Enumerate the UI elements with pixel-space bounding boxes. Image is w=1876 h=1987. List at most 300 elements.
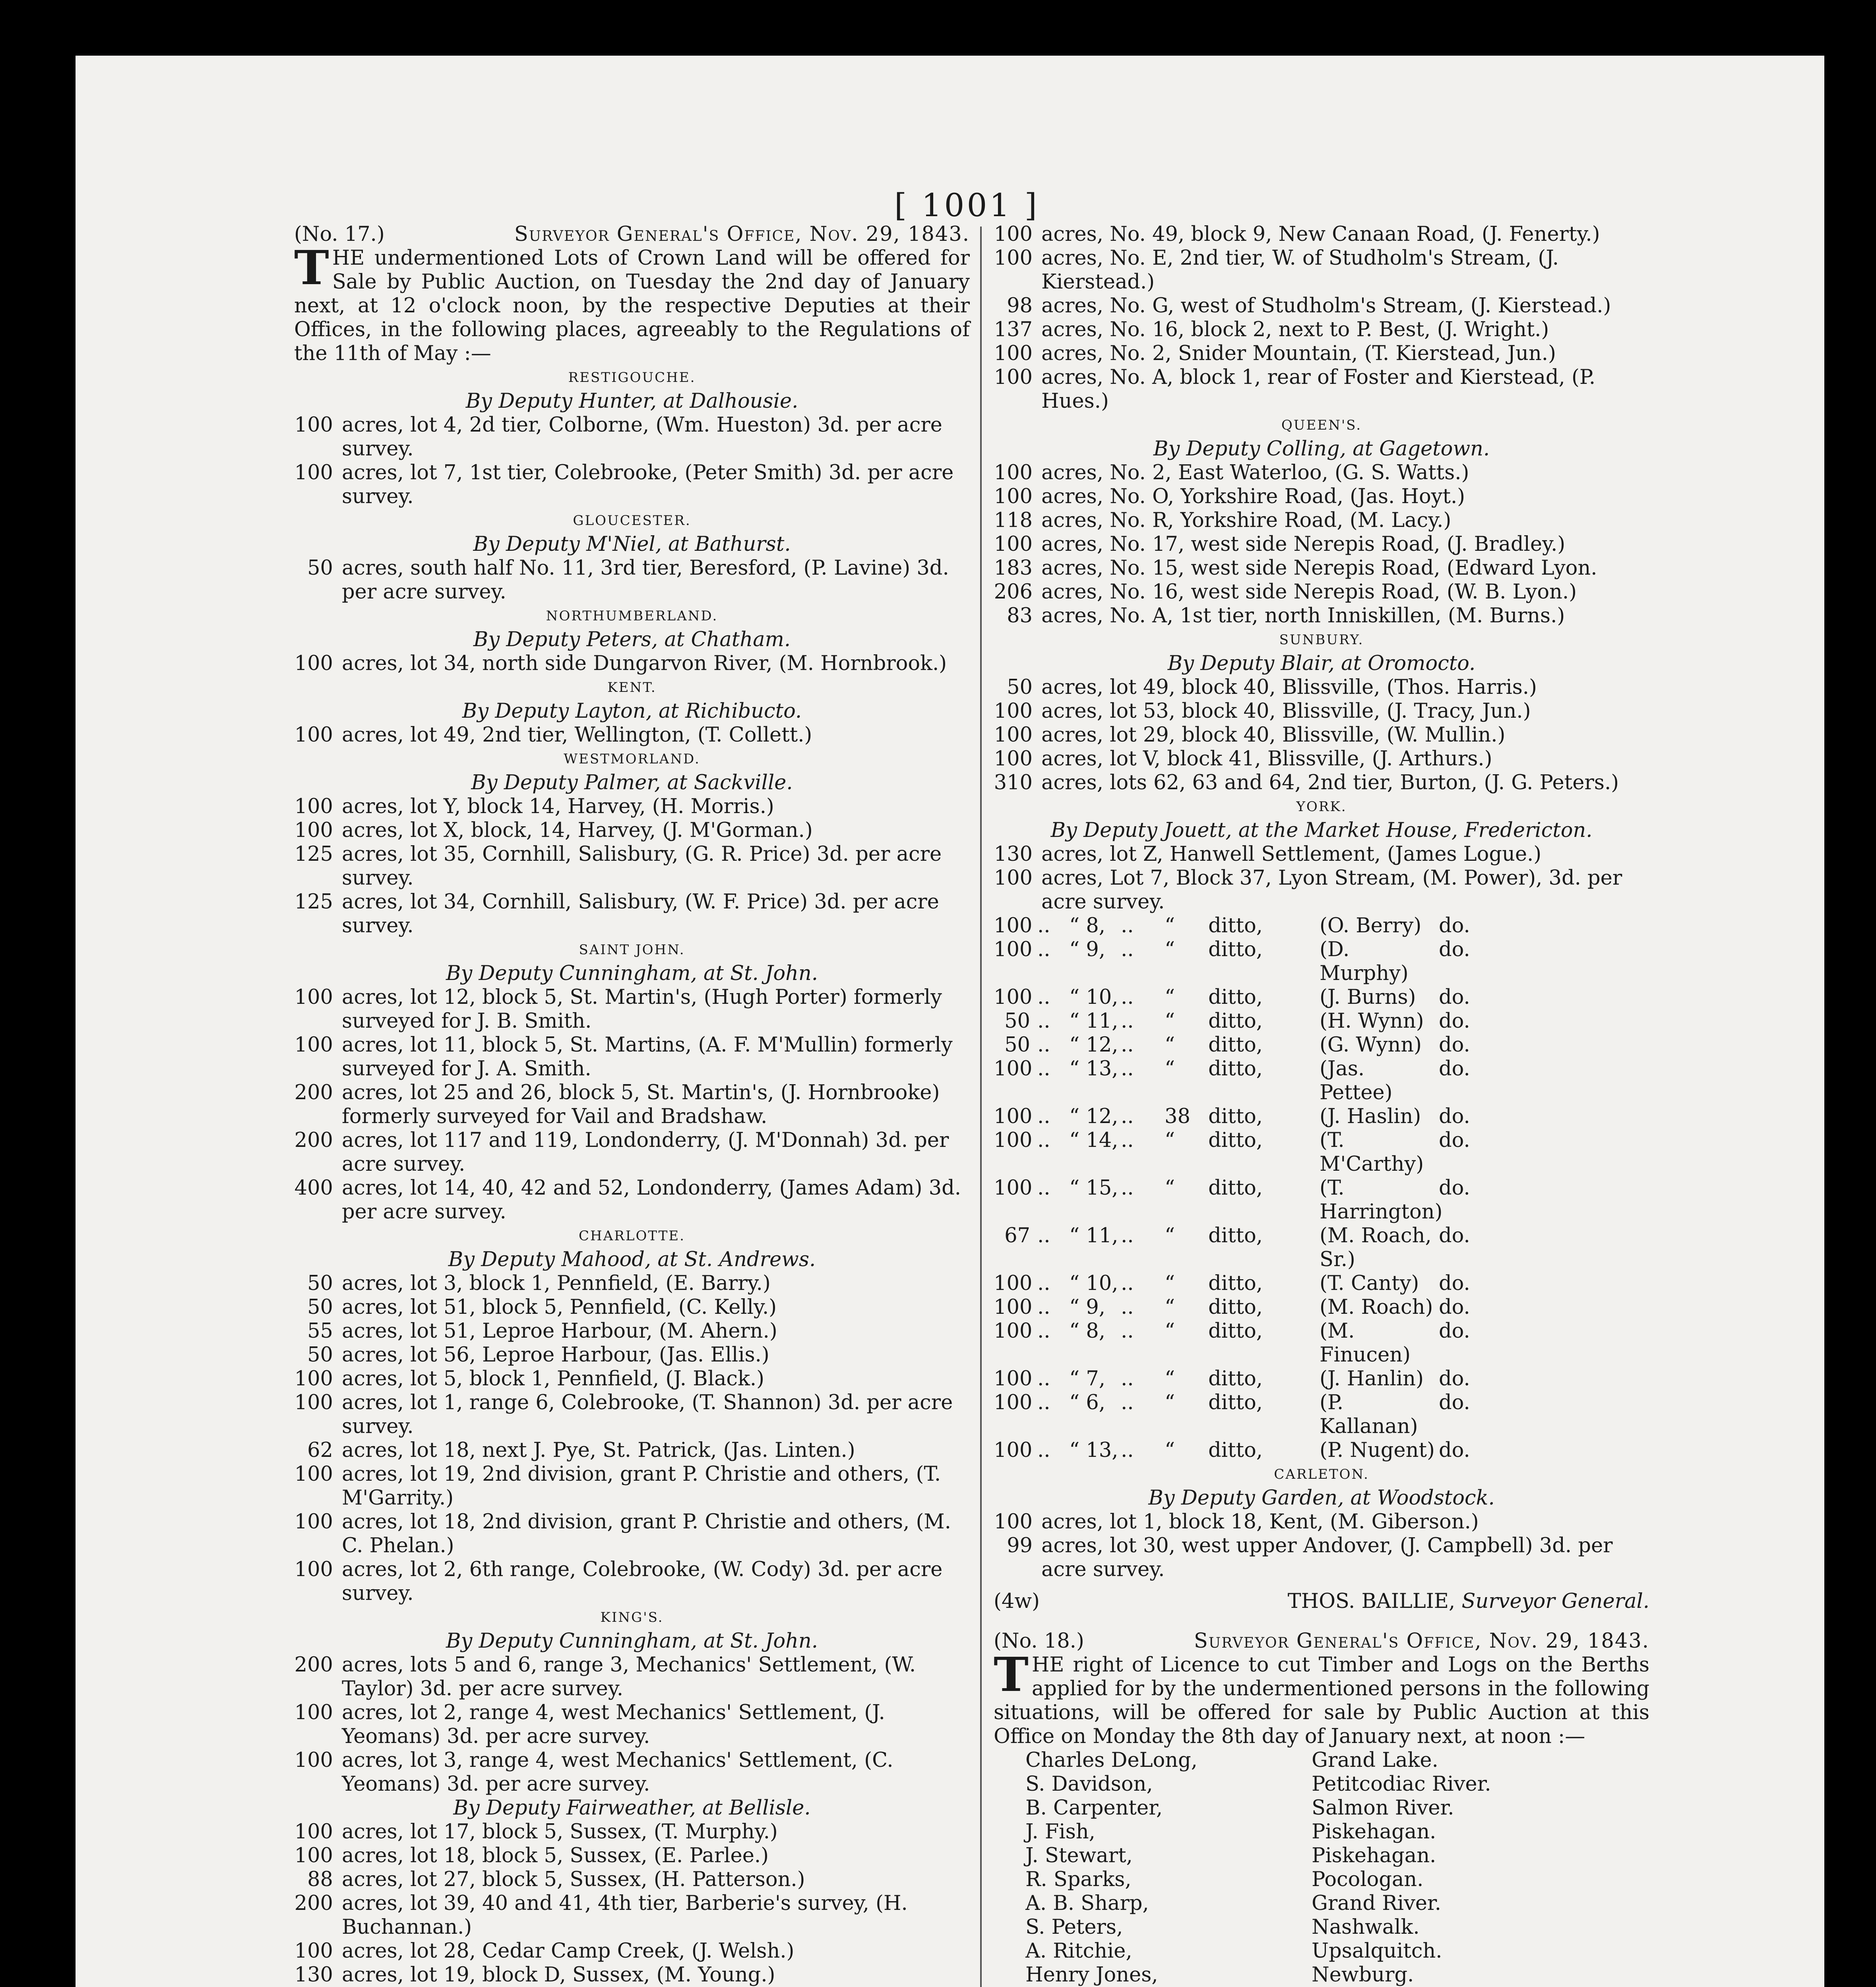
york-cell: 100 <box>994 1057 1033 1081</box>
lot-description: acres, No. A, block 1, rear of Foster and Kierstead, (P. Hues.) <box>1041 366 1596 413</box>
deputy-line: By Deputy Peters, at Chatham. <box>473 628 791 651</box>
york-cell: “ 6, <box>1069 1391 1105 1414</box>
lot-description: acres, lot 30, west upper Andover, (J. Campbell) 3d. per acre survey. <box>1041 1534 1613 1581</box>
lot-description: acres, lot 1, range 6, Colebrooke, (T. Shannon) 3d. per acre survey. <box>342 1391 953 1438</box>
deputy-line: By Deputy Mahood, at St. Andrews. <box>448 1248 816 1271</box>
notice-18-heading <box>994 1629 1649 1653</box>
york-cell: “ <box>1165 1391 1175 1414</box>
lot-acres: 88 <box>307 1868 333 1891</box>
york-cell: .. <box>1037 1367 1050 1391</box>
york-cell: “ 8, <box>1069 1319 1105 1343</box>
licence-spacer <box>994 1844 1025 1868</box>
york-cell: “ 12, <box>1069 1105 1118 1128</box>
lot-description: acres, lot 18, next J. Pye, St. Patrick, (Jas. Linten.) <box>342 1439 855 1462</box>
county-section <box>294 366 970 509</box>
county-heading: KING'S. <box>600 1609 664 1625</box>
county-section <box>994 413 1649 628</box>
county-section <box>294 1224 970 1605</box>
signature-title: Surveyor General. <box>1461 1590 1649 1613</box>
york-cell: .. <box>1037 1105 1050 1128</box>
lot-acres: 100 <box>994 533 1033 556</box>
york-cell: ditto, <box>1208 1105 1263 1128</box>
york-row <box>994 1057 1649 1105</box>
york-cell: 100 <box>994 914 1033 937</box>
lot-entry <box>294 556 970 604</box>
lot-entry <box>294 1939 970 1963</box>
lot-acres: 100 <box>994 1510 1033 1534</box>
licence-applicant: R. Sparks, <box>1025 1868 1132 1891</box>
york-cell: .. <box>1121 986 1134 1009</box>
lot-entry <box>994 509 1649 533</box>
lot-acres: 100 <box>294 723 333 747</box>
county-section <box>294 1796 970 1987</box>
lot-entry <box>294 842 970 890</box>
lot-acres: 83 <box>1007 604 1033 627</box>
county-section <box>294 509 970 604</box>
york-cell: “ <box>1165 914 1175 937</box>
york-cell: .. <box>1121 1272 1134 1295</box>
york-cell: “ 9, <box>1069 938 1105 961</box>
lot-entry <box>294 1462 970 1510</box>
lot-entry <box>994 699 1649 723</box>
lot-description: acres, No. 16, block 2, next to P. Best, (J. Wright.) <box>1041 318 1549 341</box>
right-sections <box>994 413 1649 914</box>
county-heading: WESTMORLAND. <box>564 751 700 767</box>
lot-acres: 100 <box>294 1462 333 1486</box>
york-cell: .. <box>1037 1391 1050 1414</box>
york-cell: ditto, <box>1208 1439 1263 1462</box>
lot-acres: 50 <box>307 1343 333 1367</box>
lot-entry <box>994 1510 1649 1534</box>
notice-17-office: Surveyor General's Office, Nov. 29, 1843. <box>514 223 970 246</box>
york-cell: .. <box>1121 1105 1134 1128</box>
deputy-line: By Deputy Layton, at Richibucto. <box>462 699 802 723</box>
york-cell: 100 <box>994 1176 1033 1200</box>
lot-entry <box>294 1296 970 1319</box>
lot-entry <box>994 461 1649 485</box>
york-cell: do. <box>1439 1319 1470 1343</box>
york-cell: “ 15, <box>1069 1176 1118 1200</box>
licence-applicant: B. Carpenter, <box>1025 1796 1163 1820</box>
lot-description: acres, lot 19, block D, Sussex, (M. Young.) <box>342 1963 775 1987</box>
lot-description: acres, lot 117 and 119, Londonderry, (J. M'Donnah) 3d. per acre survey. <box>342 1129 949 1176</box>
lot-acres: 100 <box>294 652 333 675</box>
york-cell: “ <box>1165 1009 1175 1033</box>
lot-description: acres, lot Y, block 14, Harvey, (H. Morris.) <box>342 795 774 818</box>
lot-acres: 100 <box>994 699 1033 723</box>
county-section <box>994 1462 1649 1582</box>
lot-description: acres, lot 11, block 5, St. Martins, (A. F. M'Mullin) formerly surveyed for J. A. Smith. <box>342 1033 953 1081</box>
licence-row <box>994 1963 1649 1987</box>
lot-description: acres, lot X, block, 14, Harvey, (J. M'Gorman.) <box>342 819 813 842</box>
york-cell: ditto, <box>1208 1224 1263 1247</box>
york-cell: ditto, <box>1208 1176 1263 1200</box>
lot-description: acres, lot V, block 41, Blissville, (J. Arthurs.) <box>1041 747 1492 771</box>
lot-description: acres, lot 7, 1st tier, Colebrooke, (Peter Smith) 3d. per acre survey. <box>342 461 954 508</box>
lot-acres: 100 <box>294 1033 333 1057</box>
york-cell: (J. Haslin) <box>1320 1105 1421 1128</box>
county-section <box>294 938 970 1224</box>
county-section <box>294 747 970 938</box>
lot-acres: 200 <box>294 1653 333 1677</box>
lot-description: acres, No. 2, Snider Mountain, (T. Kierstead, Jun.) <box>1041 342 1556 365</box>
lot-entry <box>994 676 1649 699</box>
york-row <box>994 1105 1649 1129</box>
york-cell: 100 <box>994 986 1033 1009</box>
lot-description: acres, Lot 7, Block 37, Lyon Stream, (M. Power), 3d. per acre survey. <box>1041 866 1622 914</box>
york-cell: (P. Kallanan) <box>1320 1391 1418 1438</box>
lot-description: acres, lot 18, 2nd division, grant P. Christie and others, (M. C. Phelan.) <box>342 1510 951 1557</box>
county-heading: KENT. <box>607 680 657 695</box>
lot-entry <box>294 1176 970 1224</box>
lot-entry <box>294 1749 970 1796</box>
york-cell: ditto, <box>1208 1009 1263 1033</box>
york-cell: .. <box>1037 1129 1050 1152</box>
york-cell: “ 10, <box>1069 1272 1118 1295</box>
county-heading: QUEEN'S. <box>1281 417 1362 433</box>
york-cell: 100 <box>994 1391 1033 1414</box>
york-cell: “ 8, <box>1069 914 1105 937</box>
york-cell: .. <box>1037 1033 1050 1057</box>
york-cell: .. <box>1037 1272 1050 1295</box>
licence-applicant: J. Stewart, <box>1025 1844 1133 1867</box>
york-cell: (M. Finucen) <box>1320 1319 1411 1367</box>
lot-description: acres, lot 49, block 40, Blissville, (Thos. Harris.) <box>1041 676 1537 699</box>
york-row <box>994 1439 1649 1462</box>
york-cell: “ <box>1165 1224 1175 1247</box>
lot-entry <box>294 1963 970 1987</box>
york-cell: ditto, <box>1208 938 1263 961</box>
lot-entry <box>294 986 970 1033</box>
lot-entry <box>294 1510 970 1558</box>
lot-description: acres, No. 49, block 9, New Canaan Road, (J. Fenerty.) <box>1041 223 1600 246</box>
signature-name: THOS. BAILLIE, <box>1287 1590 1455 1613</box>
york-cell: “ 13, <box>1069 1057 1118 1081</box>
notice-18-intro <box>994 1647 1649 1749</box>
york-cell: .. <box>1121 1129 1134 1152</box>
notice-17-number: (No. 17.) <box>294 223 385 246</box>
notice-18-office: Surveyor General's Office, Nov. 29, 1843. <box>1194 1629 1649 1653</box>
licence-spacer <box>994 1939 1025 1963</box>
lot-description: acres, lot 3, range 4, west Mechanics' Settlement, (C. Yeomans) 3d. per acre survey. <box>342 1749 893 1796</box>
lot-entry <box>994 580 1649 604</box>
york-cell: .. <box>1121 1224 1134 1247</box>
notice-18-number: (No. 18.) <box>994 1629 1084 1653</box>
licence-applicant: Henry Jones, <box>1025 1963 1158 1987</box>
lot-entry <box>294 1653 970 1701</box>
york-cell: do. <box>1439 1009 1470 1033</box>
licence-applicant: J. Fish, <box>1025 1820 1095 1844</box>
york-cell: .. <box>1121 1033 1134 1057</box>
york-cell: 100 <box>994 1105 1033 1128</box>
county-heading: CARLETON. <box>1274 1466 1369 1482</box>
york-cell: (D. Murphy) <box>1320 938 1409 985</box>
lot-entry <box>994 1534 1649 1582</box>
licence-row <box>994 1749 1649 1772</box>
york-cell: .. <box>1037 1009 1050 1033</box>
lot-acres: 100 <box>994 485 1033 508</box>
york-cell: “ <box>1165 1367 1175 1391</box>
lot-acres: 100 <box>294 819 333 842</box>
licence-location: Grand Lake. <box>1312 1749 1438 1772</box>
york-cell: .. <box>1037 986 1050 1009</box>
york-cell: “ 11, <box>1069 1224 1118 1247</box>
deputy-line: By Deputy Jouett, at the Market House, Fredericton. <box>1050 819 1593 842</box>
york-cell: ditto, <box>1208 1272 1263 1295</box>
york-cell: .. <box>1121 1176 1134 1200</box>
lot-description: acres, lot 5, block 1, Pennfield, (J. Black.) <box>342 1367 764 1391</box>
lot-description: acres, lot 35, Cornhill, Salisbury, (G. R. Price) 3d. per acre survey. <box>342 842 942 890</box>
york-cell: do. <box>1439 1224 1470 1247</box>
lot-entry <box>994 723 1649 747</box>
licence-location: Petitcodiac River. <box>1312 1772 1491 1796</box>
lot-acres: 100 <box>994 866 1033 890</box>
york-row <box>994 1319 1649 1367</box>
york-cell: (T. Canty) <box>1320 1272 1419 1295</box>
york-cell: “ 9, <box>1069 1296 1105 1319</box>
lot-entry <box>994 866 1649 914</box>
licence-location: Piskehagan. <box>1312 1844 1436 1867</box>
licence-spacer <box>994 1915 1025 1939</box>
lot-description: acres, lot 53, block 40, Blissville, (J. Tracy, Jun.) <box>1041 699 1531 723</box>
licence-spacer <box>994 1963 1025 1987</box>
york-cell: “ 14, <box>1069 1129 1118 1152</box>
york-row <box>994 1367 1649 1391</box>
york-cell: .. <box>1037 1296 1050 1319</box>
county-section <box>294 604 970 676</box>
lot-description: acres, lot 34, Cornhill, Salisbury, (W. F. Price) 3d. per acre survey. <box>342 890 939 937</box>
york-cell: “ <box>1165 1129 1175 1152</box>
york-cell: .. <box>1037 1319 1050 1343</box>
york-cell: do. <box>1439 1176 1470 1200</box>
lot-description: acres, No. 16, west side Nerepis Road, (W. B. Lyon.) <box>1041 580 1577 604</box>
lot-acres: 130 <box>994 842 1033 866</box>
lot-description: acres, lot 18, block 5, Sussex, (E. Parlee.) <box>342 1844 769 1867</box>
york-cell: .. <box>1037 1176 1050 1200</box>
york-cell: do. <box>1439 1272 1470 1295</box>
lot-entry <box>294 1033 970 1081</box>
lot-description: acres, lot 17, block 5, Sussex, (T. Murphy.) <box>342 1820 778 1844</box>
york-row <box>994 1296 1649 1319</box>
licence-spacer <box>994 1868 1025 1892</box>
york-cell: (M. Roach) <box>1320 1296 1433 1319</box>
york-cell: “ 7, <box>1069 1367 1105 1391</box>
york-cell: ditto, <box>1208 1367 1263 1391</box>
york-row <box>994 1129 1649 1176</box>
york-cell: 100 <box>994 1439 1033 1462</box>
lot-description: acres, lot 27, block 5, Sussex, (H. Patterson.) <box>342 1868 805 1891</box>
york-cell: do. <box>1439 1391 1470 1414</box>
lot-description: acres, lot 28, Cedar Camp Creek, (J. Welsh.) <box>342 1939 795 1963</box>
deputy-line: By Deputy Colling, at Gagetown. <box>1153 437 1490 461</box>
lot-acres: 400 <box>294 1176 333 1200</box>
lot-entry <box>294 1391 970 1439</box>
lot-description: acres, No. 2, East Waterloo, (G. S. Watts.) <box>1041 461 1469 484</box>
licence-spacer <box>994 1820 1025 1844</box>
county-heading: YORK. <box>1296 799 1347 815</box>
lot-description: acres, lot 2, range 4, west Mechanics' Settlement, (J. Yeomans) 3d. per acre survey. <box>342 1701 885 1748</box>
lot-entry <box>994 342 1649 366</box>
lot-description: acres, lot 12, block 5, St. Martin's, (Hugh Porter) formerly surveyed for J. B. Smith. <box>342 986 942 1033</box>
notice-17-heading <box>294 223 970 246</box>
lot-acres: 137 <box>994 318 1033 341</box>
lot-acres: 100 <box>294 795 333 818</box>
lot-description: acres, lot 25 and 26, block 5, St. Martin's, (J. Hornbrooke) formerly surveyed for Vail and Bradshaw. <box>342 1081 940 1128</box>
york-cell: ditto, <box>1208 1033 1263 1057</box>
deputy-line: By Deputy Cunningham, at St. John. <box>446 962 818 985</box>
york-cell: (O. Berry) <box>1320 914 1422 937</box>
lot-acres: 200 <box>294 1129 333 1152</box>
york-cell: 100 <box>994 1272 1033 1295</box>
york-cell: (T. M'Carthy) <box>1320 1129 1424 1176</box>
york-cell: 100 <box>994 1296 1033 1319</box>
notice-17-intro-text: HE undermentioned Lots of Crown Land will be offered for Sale by Public Auction, on Tuesday the 2nd day of January next, at 12 o'clock noon, by the respective Deputies at their Offices, in the following places, agreeably to the Regulations of the 11th of May :— <box>294 246 970 365</box>
licence-row <box>994 1772 1649 1796</box>
licence-row <box>994 1892 1649 1915</box>
lot-acres: 200 <box>294 1892 333 1915</box>
york-cell: (T. Harrington) <box>1320 1176 1443 1224</box>
york-cell: “ 13, <box>1069 1439 1118 1462</box>
notice-17-intro <box>294 240 970 366</box>
lot-description: acres, lots 5 and 6, range 3, Mechanics' Settlement, (W. Taylor) 3d. per acre survey. <box>342 1653 916 1700</box>
lot-entry <box>994 366 1649 413</box>
york-row <box>994 1272 1649 1296</box>
lot-entry <box>294 1701 970 1749</box>
lot-acres: 100 <box>294 986 333 1009</box>
lot-acres: 100 <box>294 1939 333 1963</box>
york-cell: “ <box>1165 1439 1175 1462</box>
lot-acres: 55 <box>307 1319 333 1343</box>
lot-acres: 100 <box>994 366 1033 389</box>
york-cell: .. <box>1037 1057 1050 1081</box>
lot-description: acres, No. 17, west side Nerepis Road, (J. Bradley.) <box>1041 533 1566 556</box>
right-column <box>994 223 1649 1987</box>
york-cell: (M. Roach, Sr.) <box>1320 1224 1432 1271</box>
york-cell: .. <box>1121 1391 1134 1414</box>
york-cell: do. <box>1439 1296 1470 1319</box>
lot-entry <box>994 246 1649 294</box>
lot-description: acres, lot 4, 2d tier, Colborne, (Wm. Hueston) 3d. per acre survey. <box>342 413 942 461</box>
lot-entry <box>294 819 970 842</box>
york-row <box>994 938 1649 986</box>
licence-applicant: S. Davidson, <box>1025 1772 1153 1796</box>
york-cell: 100 <box>994 938 1033 961</box>
york-cell: (Jas. Pettee) <box>1320 1057 1393 1104</box>
county-heading: NORTHUMBERLAND. <box>546 608 718 624</box>
york-cell: do. <box>1439 1105 1470 1128</box>
lot-description: acres, lot 51, Leproe Harbour, (M. Ahern.) <box>342 1319 777 1343</box>
licence-row <box>994 1939 1649 1963</box>
lot-entry <box>294 1081 970 1129</box>
licence-location: Nashwalk. <box>1312 1915 1420 1939</box>
york-cell: “ 12, <box>1069 1033 1118 1057</box>
lot-entry <box>294 795 970 819</box>
york-table <box>994 914 1649 1462</box>
lot-entry <box>294 1319 970 1343</box>
lot-acres: 50 <box>307 1272 333 1295</box>
york-cell: (H. Wynn) <box>1320 1009 1424 1033</box>
lot-acres: 100 <box>994 246 1033 270</box>
county-section <box>294 1605 970 1796</box>
lot-description: acres, lots 62, 63 and 64, 2nd tier, Burton, (J. G. Peters.) <box>1041 771 1619 794</box>
york-cell: “ <box>1165 1319 1175 1343</box>
county-heading: SUNBURY. <box>1279 632 1364 648</box>
lot-acres: 310 <box>994 771 1033 794</box>
deputy-line: By Deputy Fairweather, at Bellisle. <box>453 1796 811 1820</box>
york-cell: (J. Hanlin) <box>1320 1367 1424 1391</box>
york-row <box>994 1176 1649 1224</box>
lot-acres: 183 <box>994 556 1033 580</box>
york-row <box>994 986 1649 1009</box>
york-cell: do. <box>1439 1033 1470 1057</box>
lot-acres: 125 <box>294 890 333 914</box>
deputy-line: By Deputy Blair, at Oromocto. <box>1167 652 1476 675</box>
york-cell: 67 <box>1004 1224 1030 1247</box>
lot-description: acres, lot 49, 2nd tier, Wellington, (T. Collett.) <box>342 723 812 747</box>
lot-acres: 98 <box>1007 294 1033 318</box>
york-cell: ditto, <box>1208 1391 1263 1414</box>
york-cell: do. <box>1439 914 1470 937</box>
york-cell: ditto, <box>1208 914 1263 937</box>
lot-acres: 118 <box>994 509 1033 532</box>
licence-location: Newburg. <box>1312 1963 1414 1987</box>
licence-applicant: A. B. Sharp, <box>1025 1892 1149 1915</box>
york-cell: .. <box>1121 1367 1134 1391</box>
york-cell: 50 <box>1004 1009 1030 1033</box>
county-heading: CHARLOTTE. <box>579 1228 685 1244</box>
lot-acres: 200 <box>294 1081 333 1104</box>
county-section <box>994 795 1649 914</box>
lot-entry <box>294 1868 970 1892</box>
carleton-section <box>994 1462 1649 1582</box>
lot-acres: 100 <box>294 1701 333 1724</box>
lot-description: acres, lot 1, block 18, Kent, (M. Giberson.) <box>1041 1510 1479 1534</box>
york-cell: .. <box>1121 938 1134 961</box>
york-cell: .. <box>1121 1057 1134 1081</box>
york-cell: .. <box>1037 914 1050 937</box>
york-cell: do. <box>1439 1129 1470 1152</box>
york-cell: (P. Nugent) <box>1320 1439 1435 1462</box>
lot-entry <box>994 747 1649 771</box>
lot-description: acres, No. A, 1st tier, north Inniskillen, (M. Burns.) <box>1041 604 1565 627</box>
lot-acres: 100 <box>294 413 333 437</box>
lot-entry <box>994 604 1649 628</box>
lot-acres: 100 <box>994 723 1033 747</box>
york-cell: .. <box>1121 914 1134 937</box>
york-cell: .. <box>1037 938 1050 961</box>
lot-description: acres, lot 34, north side Dungarvon River, (M. Hornbrook.) <box>342 652 947 675</box>
lot-acres: 100 <box>994 747 1033 771</box>
deputy-line: By Deputy Palmer, at Sackville. <box>471 771 793 794</box>
lot-entry <box>994 294 1649 318</box>
york-cell: .. <box>1121 1296 1134 1319</box>
licence-row <box>994 1868 1649 1892</box>
lot-entry <box>294 1844 970 1868</box>
york-cell: do. <box>1439 938 1470 961</box>
lot-entry <box>294 413 970 461</box>
york-cell: do. <box>1439 1367 1470 1391</box>
lot-description: acres, No. O, Yorkshire Road, (Jas. Hoyt.) <box>1041 485 1465 508</box>
york-cell: 100 <box>994 1129 1033 1152</box>
york-cell: do. <box>1439 1057 1470 1081</box>
licence-applicant: A. Ritchie, <box>1025 1939 1132 1963</box>
york-cell: “ 10, <box>1069 986 1118 1009</box>
signature-code: (4w) <box>994 1590 1040 1613</box>
lot-entry <box>294 1343 970 1367</box>
york-cell: .. <box>1037 1224 1050 1247</box>
lot-acres: 100 <box>294 461 333 484</box>
york-row <box>994 914 1649 938</box>
